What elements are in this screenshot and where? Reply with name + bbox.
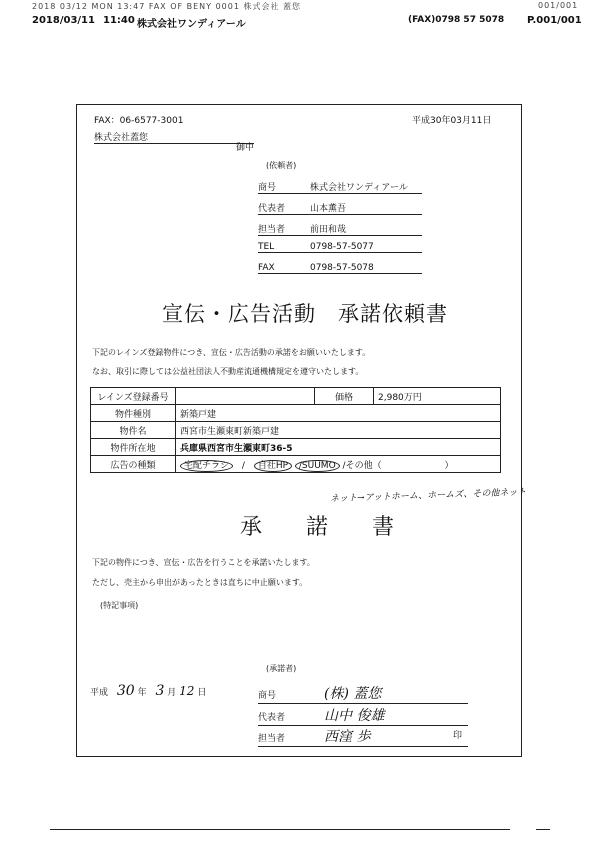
ad-type-label: 広告の種類 xyxy=(91,456,176,473)
name-label: 物件名 xyxy=(91,422,176,439)
table-row xyxy=(91,422,501,439)
property-table xyxy=(90,387,501,473)
special-notes-label: (特記事項) xyxy=(100,601,139,610)
reins-label: レインズ登録番号 xyxy=(91,388,176,405)
fax-transmission-line: 2018 03/12 MON 13:47 FAX OF BENY 0001 株式会社 蓋您 xyxy=(32,2,302,11)
handwritten-ad-note: ネット→アットホーム、ホームズ、その他ネット xyxy=(329,487,527,505)
requester-representative: 代表者 山本薫吾 xyxy=(258,201,422,215)
approver-representative: 代表者 山中 俊雄 xyxy=(258,705,468,726)
table-row xyxy=(91,388,501,405)
approver-label: (承諾者) xyxy=(266,664,297,673)
approval-date: 平成 30 年 3 月 12 日 xyxy=(90,683,207,699)
reins-value xyxy=(176,388,315,405)
recipient-name: 株式会社蓋您 御中 xyxy=(94,130,254,144)
intro-line-1: 下記のレインズ登録物件につき、宣伝・広告活動の承諾をお願いいたします。 xyxy=(92,348,371,357)
bottom-rule-short xyxy=(536,829,550,830)
intro-line-2: なお、取引に際しては公益社団法人不動産流通機構規定を遵守いたします。 xyxy=(92,367,364,376)
recipient-suffix: 御中 xyxy=(236,143,255,153)
approval-line-2: ただし、売主から申出があったときは直ちに中止願います。 xyxy=(92,578,308,587)
fax-number: (FAX)0798 57 5078 xyxy=(408,15,505,25)
price-value: 2,980万円 xyxy=(374,388,501,405)
ad-separator: / xyxy=(241,460,245,471)
approver-contact: 担当者 西窪 歩 印 xyxy=(258,726,468,747)
requester-fax: FAX 0798-57-5078 xyxy=(258,263,422,274)
requester-company: 商号 株式会社ワンディアール xyxy=(258,180,422,194)
seal-mark: 印 xyxy=(452,731,462,741)
approval-title: 承 諾 書 xyxy=(240,515,395,540)
approval-line-1: 下記の物件につき、宣伝・広告を行うことを承諾いたします。 xyxy=(92,558,315,567)
fax-page-counter: 001/001 xyxy=(538,1,579,10)
fax-page: P.001/001 xyxy=(527,15,582,26)
table-row xyxy=(91,405,501,422)
ad-option-website: 自社HP xyxy=(254,460,292,472)
table-row xyxy=(91,439,501,456)
to-fax: FAX：06-6577-3001 xyxy=(94,116,184,126)
address-label: 物件所在地 xyxy=(91,439,176,456)
form-date: 平成30年03月11日 xyxy=(412,116,492,126)
fax-time: 11:40 xyxy=(103,15,135,26)
approver-company: 商号 (株) 蓋您 xyxy=(258,683,468,704)
ad-type-options xyxy=(176,456,501,473)
requester-label: (依頼者) xyxy=(266,161,297,170)
ad-option-flyer: 宅配チラシ xyxy=(180,460,233,472)
type-label: 物件種別 xyxy=(91,405,176,422)
type-value: 新築戸建 xyxy=(176,405,501,422)
price-label: 価格 xyxy=(315,388,374,405)
requester-contact: 担当者 前田和哉 xyxy=(258,222,422,236)
ad-option-suumo: /SUUMO xyxy=(295,460,340,472)
bottom-rule xyxy=(50,829,510,830)
table-row xyxy=(91,456,501,473)
ad-option-other: /その他（ xyxy=(342,460,382,471)
request-title: 宣伝・広告活動 承諾依頼書 xyxy=(162,302,448,326)
address-value: 兵庫県西宮市生瀬東町36-5 xyxy=(176,439,501,456)
fax-date: 2018/03/11 xyxy=(32,15,95,26)
ad-option-other-close: ） xyxy=(444,460,454,471)
name-value: 西宮市生瀬東町新築戸建 xyxy=(176,422,501,439)
requester-tel: TEL 0798-57-5077 xyxy=(258,242,422,253)
fax-sender: 株式会社ワンディアール xyxy=(137,19,246,30)
